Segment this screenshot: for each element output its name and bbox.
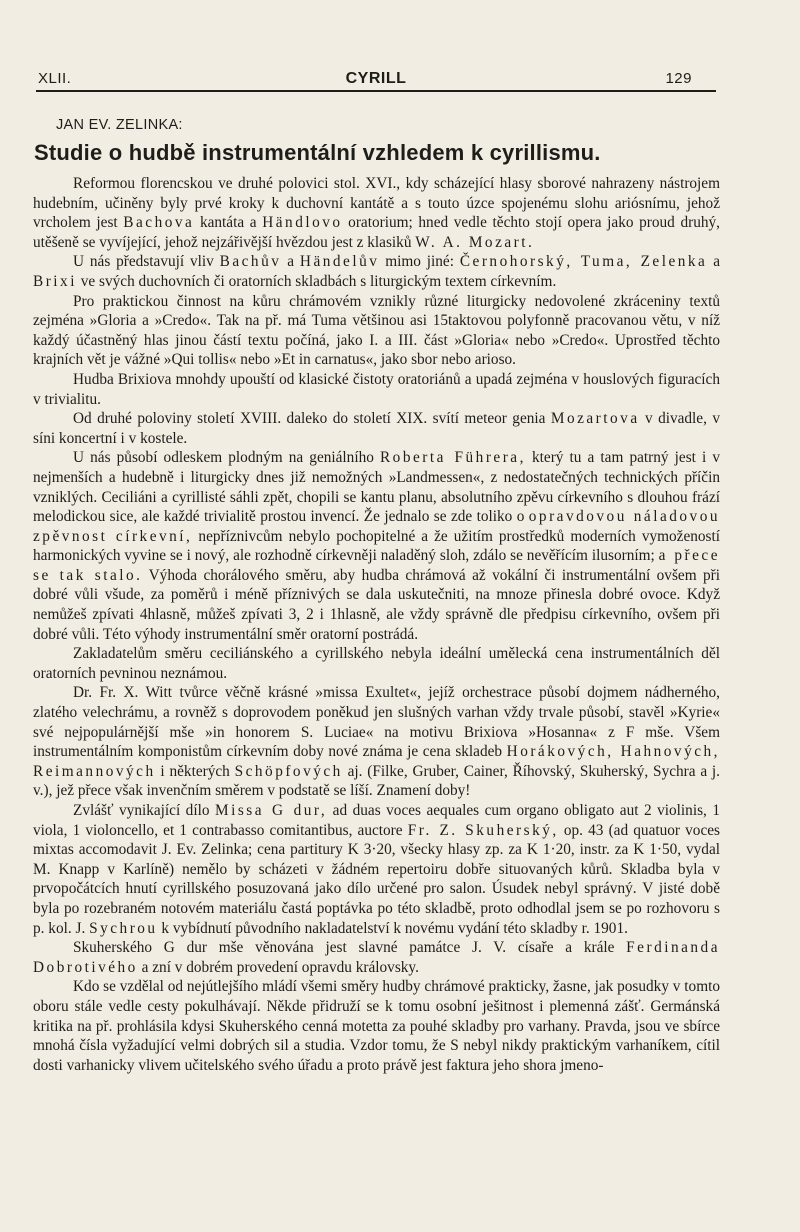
text-run: a xyxy=(707,253,720,271)
text-run: Kdo se vzdělal od nejútlejšího mládí všemi směry hudby chrámové prakticky, žasne, jak posudky v tomto oboru stále vedle cesty pokulhávají. Někde přidruží se k tomu osobní ješitnost i plemenná zášť. Germánská kritika na př. prohlásila kdysi Skuherského cenná motetta za pouhé skladby pro varhany. Pravda, jsou ve sbírce mnohá čísla vyžadující velmi dobrých sil a studia. Vzdor tomu, že S nebyl nikdy praktickým varhaníkem, cítil dosti varhanicky vlivem učitelského svého úřadu a proto právě jest faktura jeho shora jmeno- xyxy=(33,978,720,1074)
text-run: Zvlášť vynikající dílo xyxy=(73,802,215,819)
body-paragraph xyxy=(33,683,720,801)
volume-number: XLII. xyxy=(38,70,72,87)
text-run: U nás představují vliv xyxy=(73,253,220,271)
spaced-emphasis: Händelův xyxy=(299,253,380,271)
spaced-emphasis: Horákových, Hahnových, Reimannových xyxy=(33,743,720,780)
body-paragraph xyxy=(33,174,720,252)
spaced-emphasis: Fr. Z. Skuherský, xyxy=(407,821,559,839)
article-title: Studie o hudbě instrumentální vzhledem k cyrillismu. xyxy=(34,140,601,165)
body-paragraph xyxy=(33,644,720,683)
text-run: k vybídnutí původního nakladatelství k novému vydání této skladby r. 1901. xyxy=(157,919,628,937)
text-run: i některých xyxy=(155,762,235,780)
article-body xyxy=(33,174,720,1075)
body-paragraph xyxy=(33,938,720,977)
body-paragraph xyxy=(33,409,720,448)
text-run: aj. (Filke, Gruber, Cainer, Říhovský, Skuherský, Sychra a j. v.), jež přece však invenčním směrem v podstatě se líší. Znamení doby! xyxy=(33,762,721,800)
spaced-emphasis: W. A. Mozart. xyxy=(415,233,535,251)
article-author: JAN EV. ZELINKA: xyxy=(56,117,183,133)
spaced-emphasis: a přece se tak stalo. xyxy=(33,547,720,584)
text-run: a zní v dobrém provedení opravdu královsky. xyxy=(137,958,419,976)
spaced-emphasis: Händlovo xyxy=(262,214,343,232)
spaced-emphasis: Schöpfových xyxy=(234,762,343,780)
header-rule xyxy=(36,90,716,92)
spaced-emphasis: opravdovou náladovou zpěvnost církevní, xyxy=(33,508,720,545)
text-run: který tu a tam patrný jest i v nejmenších a hudebně i liturgicky dnes již nemožných »Landmessen«, z nedostatečných technických příčin vzniklých. Ceciliáni a cyrillisté sáhli zpět, chopili se kantu planu, absolutního zpěvu církevního s dlouhou frází melodickou sice, ale každé trivialitě prostou invencí. Že jednalo se zde toliko o xyxy=(33,449,720,526)
spaced-emphasis: Roberta Führera, xyxy=(379,449,526,467)
text-run: ad duas voces aequales cum organo obligato aut 2 violinis, 1 viola, 1 violoncello, et 1 contrabasso comitantibus, auctore xyxy=(33,802,720,839)
text-run: Dr. Fr. X. Witt tvůrce věčně krásné »missa Exultet«, jejíž orchestrace působí dojmem nádherného, zlatého velechrámu, a rovněž s doprovodem poněkud jen slušných varhan vždy trvale působí, stavěl »Kyrie« své nejpopulárnější mše »in honorem S. Luciae« na motivu Brixiova »Hosanna« z F mše. Všem instrumentálním komponistům církevním doby nové známa je cena skladeb xyxy=(33,684,720,761)
text-run: Pro praktickou činnost na kůru chrámovém vznikly různé liturgicky nedovolené zkráceniny textů zejména »Gloria a »Credo«. Tak na př. má Tuma většinou asi 15taktovou polyfonně pracovanou větu, v níž každý účastněný hlas jinou částí textu počíná, jako I. a III. část »Gloria« nebo »Credo«. Uprostřed těchto krajních vět je vážné »Qui tollis« nebo »Et in carnatus«, jako sbor nebo arioso. xyxy=(33,292,720,369)
spaced-emphasis: Mozartova xyxy=(550,410,640,428)
text-run: ve svých duchovních či oratorních skladbách s liturgickým textem církevním. xyxy=(76,272,557,290)
spaced-emphasis: Brixi xyxy=(33,272,77,290)
spaced-emphasis: Černohorský, Tuma, Zelenka xyxy=(459,253,708,271)
text-run: a xyxy=(281,253,300,271)
text-run: U nás působí odleskem plodným na geniálního xyxy=(73,449,380,467)
spaced-emphasis: Ferdinanda Dobrotivého xyxy=(33,939,720,976)
text-run: Reformou florencskou ve druhé polovici stol. XVI., kdy scházející hlasy sborové nahrazeny nástrojem hudebním, učiněny byly prvé kroky k duchovní kantátě a s touto úzce spojenému slohu ariósnímu, jehož vrcholem jest xyxy=(33,175,720,232)
text-run: Od druhé poloviny století XVIII. daleko do století XIX. svítí meteor genia xyxy=(73,410,551,428)
text-run: Výhoda chorálového směru, aby hudba chrámová až vokální či instrumentální ovšem při dobré vůli všude, za poměrů i méně příznivých se dala uskutečniti, na mnoze přinesla dobré ovoce. Když nemůžeš zpívati 4hlasně, můžeš zpívati 3, 2 i 1hlasně, ale vždy správně dle předpisu církevního, ovšem při dobré vůli. Této výhody instrumentální směr oratorní postrádá. xyxy=(33,566,720,643)
page-number: 129 xyxy=(665,70,692,87)
text-run: v divadle, v síni koncertní i v kostele. xyxy=(33,410,720,447)
text-run: op. 43 (ad quatuor voces mixtas accomodavit J. Ev. Zelinka; cena partitury K 3·20, všecky hlasy zp. za K 1·20, instr. za K 1·50, vydal M. Knapp v Karlíně) nemělo by scházeti v žádném repertoiru dobře situovaných kůrů. Skladba byla v prvopočátcích hnutí cyrillského posuzovaná jako dílo určené pro salon. Úsudek nebyl správný. V jisté době byla po rozebraném notovém materiálu častá poptávka po této skladbě, proto odhodlal jsem se po rozhovoru s p. kol. J. xyxy=(33,821,720,937)
spaced-emphasis: Sychrou xyxy=(89,919,158,937)
body-paragraph xyxy=(33,252,720,291)
text-run: nepříznivcům nebylo pochopitelné a že užitím prostředků moderních vymožeností harmonických vyvine se i nový, ale rozhodně církevněji naladěný sloh, zdálo se nevěřícím ilusorním; xyxy=(33,527,720,565)
text-run: Zakladatelům směru ceciliánského a cyrillského nebyla ideální umělecká cena instrumentálních děl oratorních pevninou neznámou. xyxy=(33,645,720,682)
body-paragraph xyxy=(33,292,720,370)
body-paragraph xyxy=(33,448,720,644)
text-run: oratorium; hned vedle těchto stojí opera jako proud druhý, utěšeně se vyvíjející, jehož nejzářivější hvězdou jest z klasiků xyxy=(33,214,720,251)
body-paragraph xyxy=(33,370,720,409)
spaced-emphasis: Missa G dur, xyxy=(214,802,328,819)
text-run: kantáta a xyxy=(194,214,263,232)
text-run: Hudba Brixiova mnohdy upouští od klasické čistoty oratoriánů a upadá zejména v houslových figuracích v trivialitu. xyxy=(33,370,720,408)
body-paragraph xyxy=(33,801,720,938)
spaced-emphasis: Bachův xyxy=(219,253,282,271)
text-run: Skuherského G dur mše věnována jest slavné památce J. V. císaře a krále xyxy=(73,939,627,957)
spaced-emphasis: Bachova xyxy=(123,214,195,232)
text-run: mimo jiné: xyxy=(379,253,460,271)
journal-name: CYRILL xyxy=(345,70,407,87)
body-paragraph xyxy=(33,977,720,1075)
